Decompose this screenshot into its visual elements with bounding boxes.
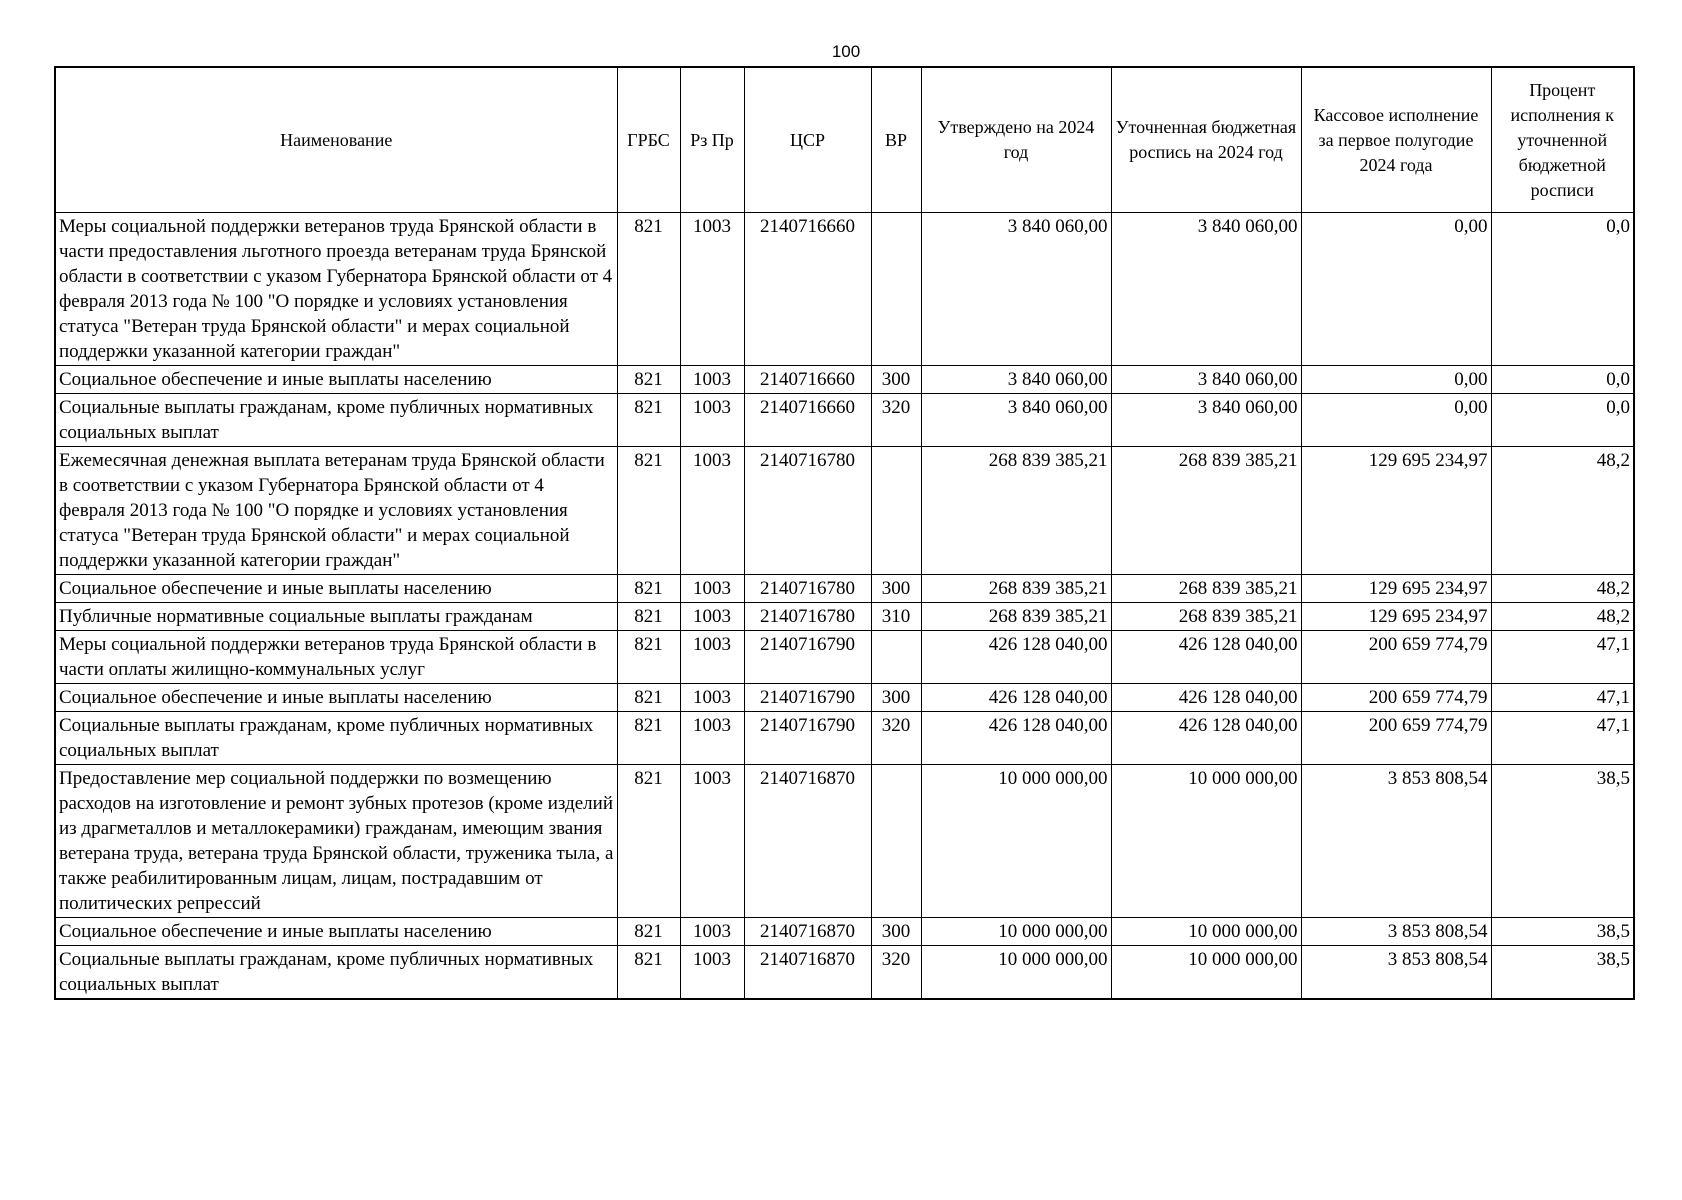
cell-grbs: 821	[617, 631, 680, 684]
table-row	[55, 394, 1634, 447]
cell-grbs: 821	[617, 213, 680, 366]
cell-refined: 3 840 060,00	[1111, 213, 1301, 366]
cell-approved: 10 000 000,00	[921, 918, 1111, 946]
cell-cash: 129 695 234,97	[1301, 575, 1491, 603]
table-row	[55, 603, 1634, 631]
cell-csr: 2140716780	[744, 603, 871, 631]
cell-vr: 300	[871, 684, 921, 712]
cell-cash: 0,00	[1301, 394, 1491, 447]
cell-refined: 426 128 040,00	[1111, 712, 1301, 765]
cell-percent: 0,0	[1491, 394, 1634, 447]
cell-name: Социальное обеспечение и иные выплаты населению	[55, 575, 617, 603]
cell-csr: 2140716780	[744, 575, 871, 603]
cell-vr	[871, 213, 921, 366]
cell-cash: 3 853 808,54	[1301, 946, 1491, 1000]
cell-vr: 300	[871, 918, 921, 946]
cell-refined: 268 839 385,21	[1111, 447, 1301, 575]
cell-percent: 0,0	[1491, 213, 1634, 366]
cell-approved: 3 840 060,00	[921, 213, 1111, 366]
cell-vr	[871, 631, 921, 684]
cell-cash: 129 695 234,97	[1301, 447, 1491, 575]
cell-vr: 320	[871, 946, 921, 1000]
cell-grbs: 821	[617, 946, 680, 1000]
cell-cash: 129 695 234,97	[1301, 603, 1491, 631]
cell-percent: 48,2	[1491, 447, 1634, 575]
header-refined: Уточненная бюджетная роспись на 2024 год	[1111, 67, 1301, 213]
cell-rzpr: 1003	[680, 366, 744, 394]
cell-csr: 2140716870	[744, 765, 871, 918]
cell-approved: 10 000 000,00	[921, 946, 1111, 1000]
table-row	[55, 447, 1634, 575]
cell-grbs: 821	[617, 918, 680, 946]
cell-rzpr: 1003	[680, 946, 744, 1000]
table-body	[55, 213, 1634, 1000]
cell-percent: 38,5	[1491, 918, 1634, 946]
cell-percent: 47,1	[1491, 631, 1634, 684]
cell-approved: 3 840 060,00	[921, 394, 1111, 447]
cell-csr: 2140716780	[744, 447, 871, 575]
table-row	[55, 575, 1634, 603]
cell-vr: 300	[871, 575, 921, 603]
cell-name: Социальные выплаты гражданам, кроме публичных нормативных социальных выплат	[55, 712, 617, 765]
cell-csr: 2140716660	[744, 213, 871, 366]
cell-percent: 48,2	[1491, 575, 1634, 603]
cell-cash: 3 853 808,54	[1301, 918, 1491, 946]
cell-csr: 2140716790	[744, 684, 871, 712]
cell-cash: 0,00	[1301, 366, 1491, 394]
cell-csr: 2140716660	[744, 394, 871, 447]
cell-name: Меры социальной поддержки ветеранов труда Брянской области в части предоставления льготного проезда ветеранам труда Брянской области в соответствии с указом Губернатора Брянской области от 4 февраля 2013 года № 100 "О порядке и условиях установления статуса "Ветеран труда Брянской области" и мерах социальной поддержки указанной категории граждан"	[55, 213, 617, 366]
cell-vr: 300	[871, 366, 921, 394]
cell-refined: 426 128 040,00	[1111, 684, 1301, 712]
header-name: Наименование	[55, 67, 617, 213]
cell-name: Социальное обеспечение и иные выплаты населению	[55, 684, 617, 712]
cell-refined: 10 000 000,00	[1111, 765, 1301, 918]
cell-vr: 310	[871, 603, 921, 631]
cell-rzpr: 1003	[680, 765, 744, 918]
table-row	[55, 946, 1634, 1000]
cell-csr: 2140716790	[744, 631, 871, 684]
cell-cash: 3 853 808,54	[1301, 765, 1491, 918]
cell-name: Меры социальной поддержки ветеранов труда Брянской области в части оплаты жилищно-коммунальных услуг	[55, 631, 617, 684]
table-row	[55, 684, 1634, 712]
cell-refined: 268 839 385,21	[1111, 603, 1301, 631]
cell-rzpr: 1003	[680, 712, 744, 765]
table-row	[55, 366, 1634, 394]
cell-name: Ежемесячная денежная выплата ветеранам труда Брянской области в соответствии с указом Губернатора Брянской области от 4 февраля 2013 года № 100 "О порядке и условиях установления статуса "Ветеран труда Брянской области" и мерах социальной поддержки указанной категории граждан"	[55, 447, 617, 575]
header-grbs: ГРБС	[617, 67, 680, 213]
cell-grbs: 821	[617, 684, 680, 712]
cell-grbs: 821	[617, 366, 680, 394]
cell-name: Публичные нормативные социальные выплаты гражданам	[55, 603, 617, 631]
cell-percent: 38,5	[1491, 946, 1634, 1000]
cell-refined: 268 839 385,21	[1111, 575, 1301, 603]
cell-refined: 3 840 060,00	[1111, 394, 1301, 447]
cell-csr: 2140716870	[744, 918, 871, 946]
cell-grbs: 821	[617, 394, 680, 447]
cell-name: Социальное обеспечение и иные выплаты населению	[55, 918, 617, 946]
cell-percent: 47,1	[1491, 712, 1634, 765]
cell-rzpr: 1003	[680, 631, 744, 684]
cell-approved: 10 000 000,00	[921, 765, 1111, 918]
cell-grbs: 821	[617, 712, 680, 765]
cell-rzpr: 1003	[680, 575, 744, 603]
cell-cash: 200 659 774,79	[1301, 631, 1491, 684]
cell-cash: 200 659 774,79	[1301, 712, 1491, 765]
cell-percent: 47,1	[1491, 684, 1634, 712]
cell-approved: 426 128 040,00	[921, 684, 1111, 712]
header-percent: Процент исполнения к уточненной бюджетной росписи	[1491, 67, 1634, 213]
cell-rzpr: 1003	[680, 684, 744, 712]
table-row	[55, 918, 1634, 946]
cell-approved: 3 840 060,00	[921, 366, 1111, 394]
cell-refined: 3 840 060,00	[1111, 366, 1301, 394]
cell-rzpr: 1003	[680, 447, 744, 575]
cell-cash: 200 659 774,79	[1301, 684, 1491, 712]
cell-grbs: 821	[617, 765, 680, 918]
cell-csr: 2140716660	[744, 366, 871, 394]
cell-vr: 320	[871, 712, 921, 765]
cell-rzpr: 1003	[680, 918, 744, 946]
cell-refined: 10 000 000,00	[1111, 946, 1301, 1000]
cell-grbs: 821	[617, 447, 680, 575]
header-csr: ЦСР	[744, 67, 871, 213]
cell-percent: 38,5	[1491, 765, 1634, 918]
cell-csr: 2140716790	[744, 712, 871, 765]
cell-name: Социальные выплаты гражданам, кроме публичных нормативных социальных выплат	[55, 394, 617, 447]
cell-rzpr: 1003	[680, 394, 744, 447]
cell-rzpr: 1003	[680, 213, 744, 366]
cell-approved: 268 839 385,21	[921, 575, 1111, 603]
cell-vr	[871, 765, 921, 918]
cell-approved: 426 128 040,00	[921, 631, 1111, 684]
table-row	[55, 712, 1634, 765]
cell-name: Социальные выплаты гражданам, кроме публичных нормативных социальных выплат	[55, 946, 617, 1000]
cell-approved: 268 839 385,21	[921, 603, 1111, 631]
cell-percent: 48,2	[1491, 603, 1634, 631]
table-row	[55, 765, 1634, 918]
cell-refined: 426 128 040,00	[1111, 631, 1301, 684]
cell-refined: 10 000 000,00	[1111, 918, 1301, 946]
cell-name: Социальное обеспечение и иные выплаты населению	[55, 366, 617, 394]
table-row	[55, 631, 1634, 684]
header-row	[55, 67, 1634, 213]
cell-vr: 320	[871, 394, 921, 447]
cell-rzpr: 1003	[680, 603, 744, 631]
cell-percent: 0,0	[1491, 366, 1634, 394]
cell-name: Предоставление мер социальной поддержки по возмещению расходов на изготовление и ремонт зубных протезов (кроме изделий из драгметаллов и металлокерамики) гражданам, имеющим звания ветерана труда, ветерана труда Брянской области, труженика тыла, а также реабилитированным лицам, лицам, пострадавшим от политических репрессий	[55, 765, 617, 918]
page-number: 100	[831, 42, 861, 61]
header-vr: ВР	[871, 67, 921, 213]
budget-table	[54, 66, 1635, 1000]
cell-cash: 0,00	[1301, 213, 1491, 366]
cell-approved: 268 839 385,21	[921, 447, 1111, 575]
cell-grbs: 821	[617, 575, 680, 603]
cell-grbs: 821	[617, 603, 680, 631]
cell-vr	[871, 447, 921, 575]
header-cash: Кассовое исполнение за первое полугодие 2024 года	[1301, 67, 1491, 213]
header-approved: Утверждено на 2024 год	[921, 67, 1111, 213]
cell-approved: 426 128 040,00	[921, 712, 1111, 765]
table-row	[55, 213, 1634, 366]
cell-csr: 2140716870	[744, 946, 871, 1000]
header-rzpr: Рз Пр	[680, 67, 744, 213]
